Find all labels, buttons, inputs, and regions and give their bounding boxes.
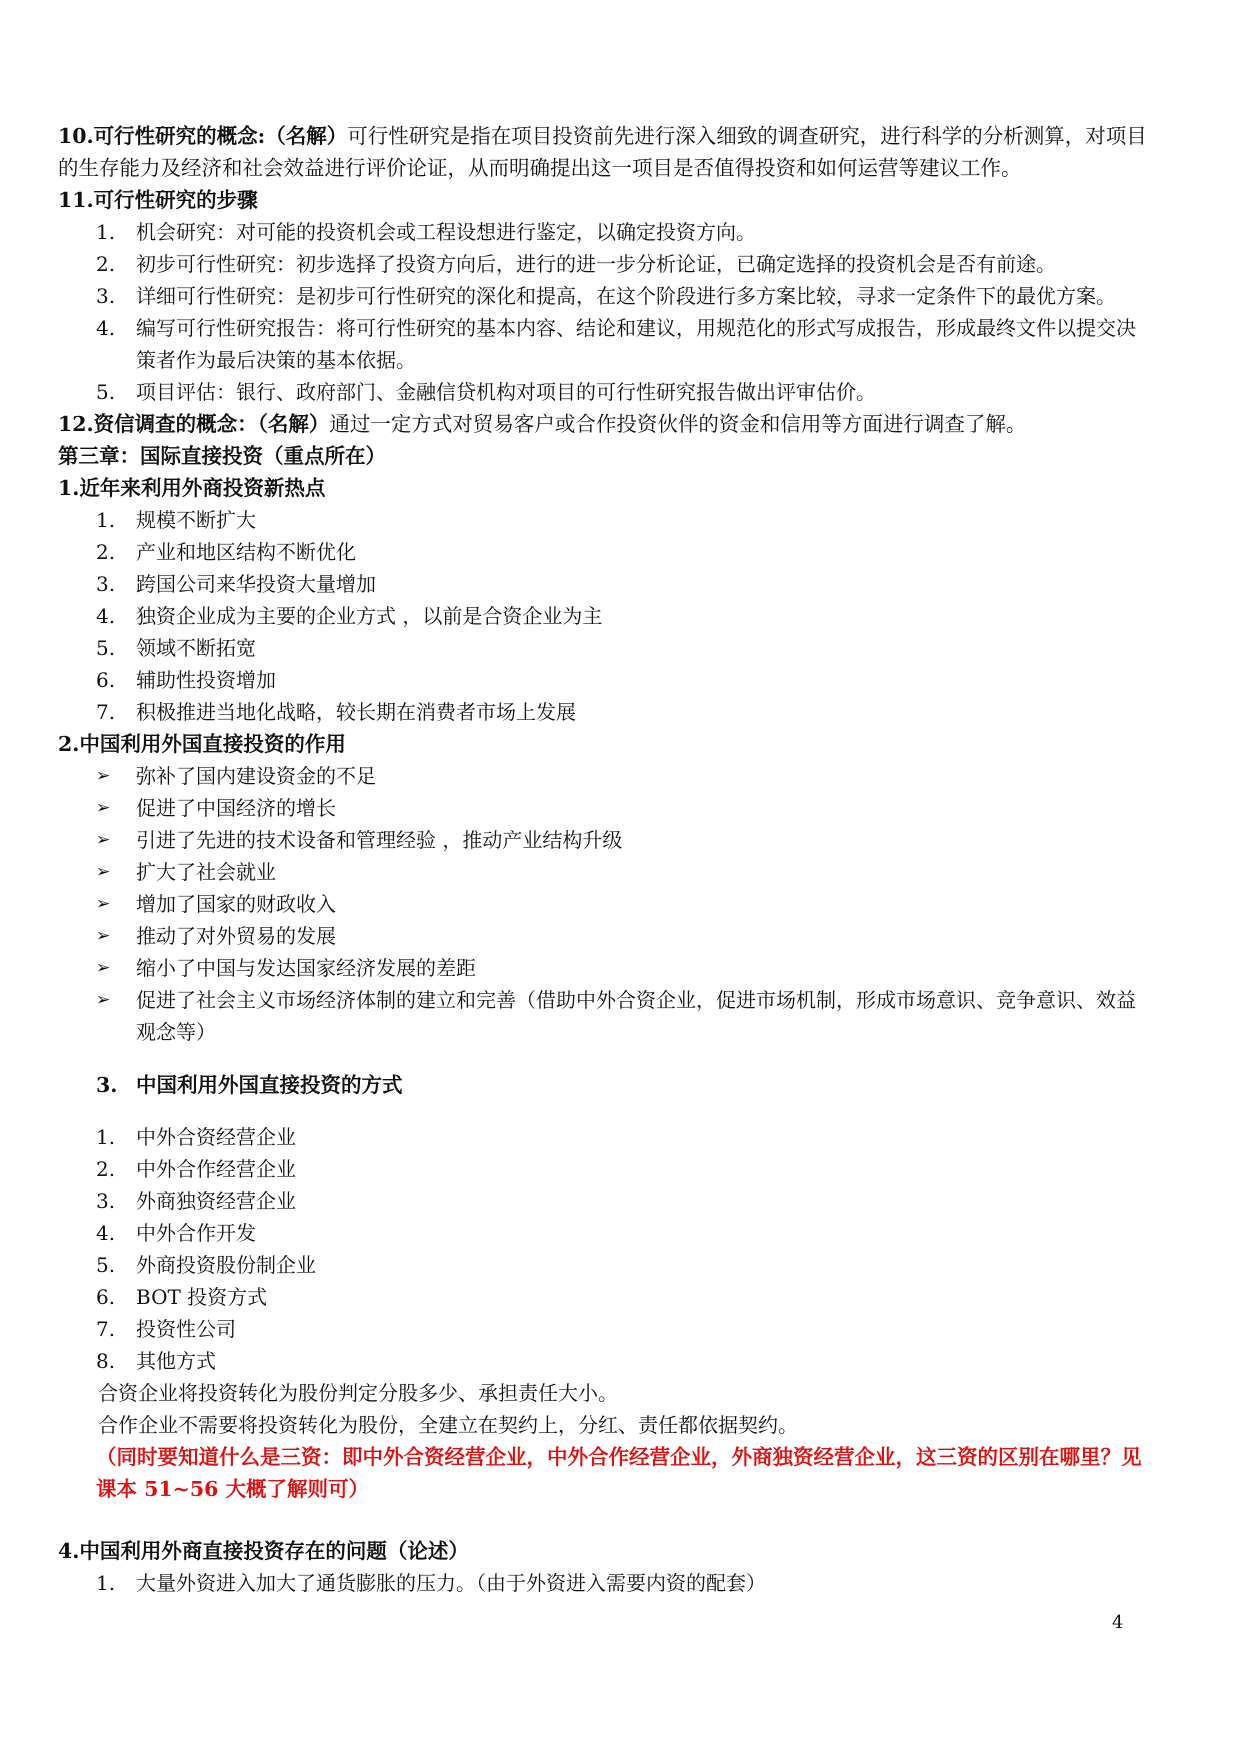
list-item <box>58 1313 1148 1345</box>
item-text: 大量外资进入加大了通货膨胀的压力。（由于外资进入需要内资的配套） <box>136 1571 766 1595</box>
item-number: 1. <box>96 1571 116 1595</box>
item-number: 2. <box>96 540 116 564</box>
list-item <box>58 984 1148 1048</box>
item-number: 8. <box>96 1349 116 1373</box>
item-number: 2. <box>96 1157 116 1181</box>
term-number: 12 <box>58 412 87 436</box>
heading-fdi-methods <box>58 1069 1148 1101</box>
red-highlight-note: （同时要知道什么是三资：即中外合资经营企业，中外合作经营企业，外商独资经营企业，这三资的区别在哪里？见课本 51~56 大概了解则可） <box>96 1445 1142 1501</box>
list-item <box>58 568 1148 600</box>
list-item <box>58 504 1148 536</box>
list-item <box>58 1121 1148 1153</box>
item-text: 缩小了中国与发达国家经济发展的差距 <box>136 956 476 980</box>
list-item <box>58 248 1148 280</box>
document-page <box>58 120 1148 1599</box>
arrow-bullet-icon: ➢ <box>96 766 111 786</box>
list-item <box>58 216 1148 248</box>
item-text: 引进了先进的技术设备和管理经验 ，推动产业结构升级 <box>136 828 623 852</box>
arrow-bullet-icon: ➢ <box>96 958 111 978</box>
hotspots-list <box>58 504 1148 728</box>
list-item <box>58 888 1148 920</box>
list-item <box>58 920 1148 952</box>
item-text: 积极推进当地化战略，较长期在消费者市场上发展 <box>136 700 576 724</box>
item-number: 1. <box>96 508 116 532</box>
item-text: BOT 投资方式 <box>136 1285 268 1309</box>
list-item <box>58 664 1148 696</box>
item-text: 跨国公司来华投资大量增加 <box>136 572 376 596</box>
heading-fdi-problems: 4.中国利用外商直接投资存在的问题（论述） <box>58 1539 469 1563</box>
item-text: 项目评估：银行、政府部门、金融信贷机构对项目的可行性研究报告做出评审估价。 <box>136 380 876 404</box>
item-text: 促进了社会主义市场经济体制的建立和完善（借助中外合资企业，促进市场机制，形成市场意识、竞争意识、效益观念等） <box>136 988 1136 1044</box>
item-text: 扩大了社会就业 <box>136 860 276 884</box>
list-item <box>58 600 1148 632</box>
item-number: 7. <box>96 700 116 724</box>
arrow-bullet-icon: ➢ <box>96 894 111 914</box>
item-number: 5. <box>96 636 116 660</box>
item-text: 投资性公司 <box>136 1317 236 1341</box>
list-item <box>58 1281 1148 1313</box>
arrow-bullet-icon: ➢ <box>96 990 111 1010</box>
item-number: 7. <box>96 1317 116 1341</box>
item-text: 其他方式 <box>136 1349 216 1373</box>
item-text: 辅助性投资增加 <box>136 668 276 692</box>
list-item <box>58 1249 1148 1281</box>
item-number: 1. <box>96 1125 116 1149</box>
paragraph-feasibility-definition <box>58 120 1148 184</box>
fdi-problems-list <box>58 1567 1148 1599</box>
page-number: 4 <box>1112 1612 1124 1633</box>
list-item <box>58 856 1148 888</box>
item-text: 机会研究：对可能的投资机会或工程设想进行鉴定，以确定投资方向。 <box>136 220 756 244</box>
spacer <box>58 1505 1148 1535</box>
list-item <box>58 1567 1148 1599</box>
list-item <box>58 760 1148 792</box>
item-number: 6. <box>96 1285 116 1309</box>
item-text: 编写可行性研究报告：将可行性研究的基本内容、结论和建议，用规范化的形式写成报告，形成最终文件以提交决策者作为最后决策的基本依据。 <box>136 316 1136 372</box>
list-item <box>58 696 1148 728</box>
item-text: 增加了国家的财政收入 <box>136 892 336 916</box>
paragraph-credit-investigation <box>58 408 1148 440</box>
item-text: 促进了中国经济的增长 <box>136 796 336 820</box>
list-item <box>58 792 1148 824</box>
list-item <box>58 312 1148 376</box>
item-number: 5. <box>96 1253 116 1277</box>
item-text: 独资企业成为主要的企业方式 ，以前是合资企业为主 <box>136 604 603 628</box>
item-text: 中外合作开发 <box>136 1221 256 1245</box>
list-item <box>58 824 1148 856</box>
note-joint-venture: 合资企业将投资转化为股份判定分股多少、承担责任大小。 <box>98 1381 618 1405</box>
item-number: 3. <box>96 1189 116 1213</box>
item-text: 推动了对外贸易的发展 <box>136 924 336 948</box>
item-number: 3. <box>96 572 116 596</box>
term-definition: 通过一定方式对贸易客户或合作投资伙伴的资金和信用等方面进行调查了解。 <box>329 412 1027 436</box>
item-text: 外商独资经营企业 <box>136 1189 296 1213</box>
arrow-bullet-icon: ➢ <box>96 862 111 882</box>
list-item <box>58 1217 1148 1249</box>
item-text: 弥补了国内建设资金的不足 <box>136 764 376 788</box>
list-item <box>58 632 1148 664</box>
item-text: 外商投资股份制企业 <box>136 1253 316 1277</box>
item-text: 详细可行性研究：是初步可行性研究的深化和提高，在这个阶段进行多方案比较，寻求一定条件下的最优方案。 <box>136 284 1116 308</box>
list-item <box>58 1345 1148 1377</box>
arrow-bullet-icon: ➢ <box>96 926 111 946</box>
item-text: 中外合资经营企业 <box>136 1125 296 1149</box>
item-number: 4. <box>96 316 116 340</box>
list-item <box>58 952 1148 984</box>
item-number: 1. <box>96 220 116 244</box>
term-title: 10.可行性研究的概念:（名解） <box>58 124 348 148</box>
item-number: 2. <box>96 252 116 276</box>
fdi-effects-list <box>58 760 1148 1048</box>
feasibility-steps-list <box>58 216 1148 408</box>
heading-fdi-effects: 2.中国利用外国直接投资的作用 <box>58 732 346 756</box>
item-number: 4. <box>96 1221 116 1245</box>
item-text: 领域不断拓宽 <box>136 636 256 660</box>
list-item <box>58 536 1148 568</box>
item-number: 6. <box>96 668 116 692</box>
heading-number: 3. <box>96 1072 118 1097</box>
item-text: 规模不断扩大 <box>136 508 256 532</box>
heading-feasibility-steps: 11.可行性研究的步骤 <box>58 188 258 212</box>
item-text: 初步可行性研究：初步选择了投资方向后，进行的进一步分析论证，已确定选择的投资机会是否有前途。 <box>136 252 1056 276</box>
term-title: .资信调查的概念：（名解） <box>86 412 330 436</box>
arrow-bullet-icon: ➢ <box>96 830 111 850</box>
note-cooperative: 合作企业不需要将投资转化为股份，全建立在契约上，分红、责任都依据契约。 <box>98 1413 798 1437</box>
heading-text: 中国利用外国直接投资的方式 <box>136 1072 403 1097</box>
list-item <box>58 376 1148 408</box>
list-item <box>58 1153 1148 1185</box>
arrow-bullet-icon: ➢ <box>96 798 111 818</box>
item-number: 3. <box>96 284 116 308</box>
heading-new-hotspots: 1.近年来利用外商投资新热点 <box>58 476 326 500</box>
item-text: 产业和地区结构不断优化 <box>136 540 356 564</box>
item-number: 5. <box>96 380 116 404</box>
item-text: 中外合作经营企业 <box>136 1157 296 1181</box>
chapter-title: 第三章：国际直接投资（重点所在） <box>58 444 386 468</box>
fdi-methods-list <box>58 1121 1148 1377</box>
list-item <box>58 1185 1148 1217</box>
item-number: 4. <box>96 604 116 628</box>
list-item <box>58 280 1148 312</box>
term-definition: 可行性研究是指在项目投资前先进行深入细致的调查研究，进行科学的分析测算，对项目的生存能力及经济和社会效益进行评价论证，从而明确提出这一项目是否值得投资和如何运营等建议工作。 <box>58 124 1147 180</box>
